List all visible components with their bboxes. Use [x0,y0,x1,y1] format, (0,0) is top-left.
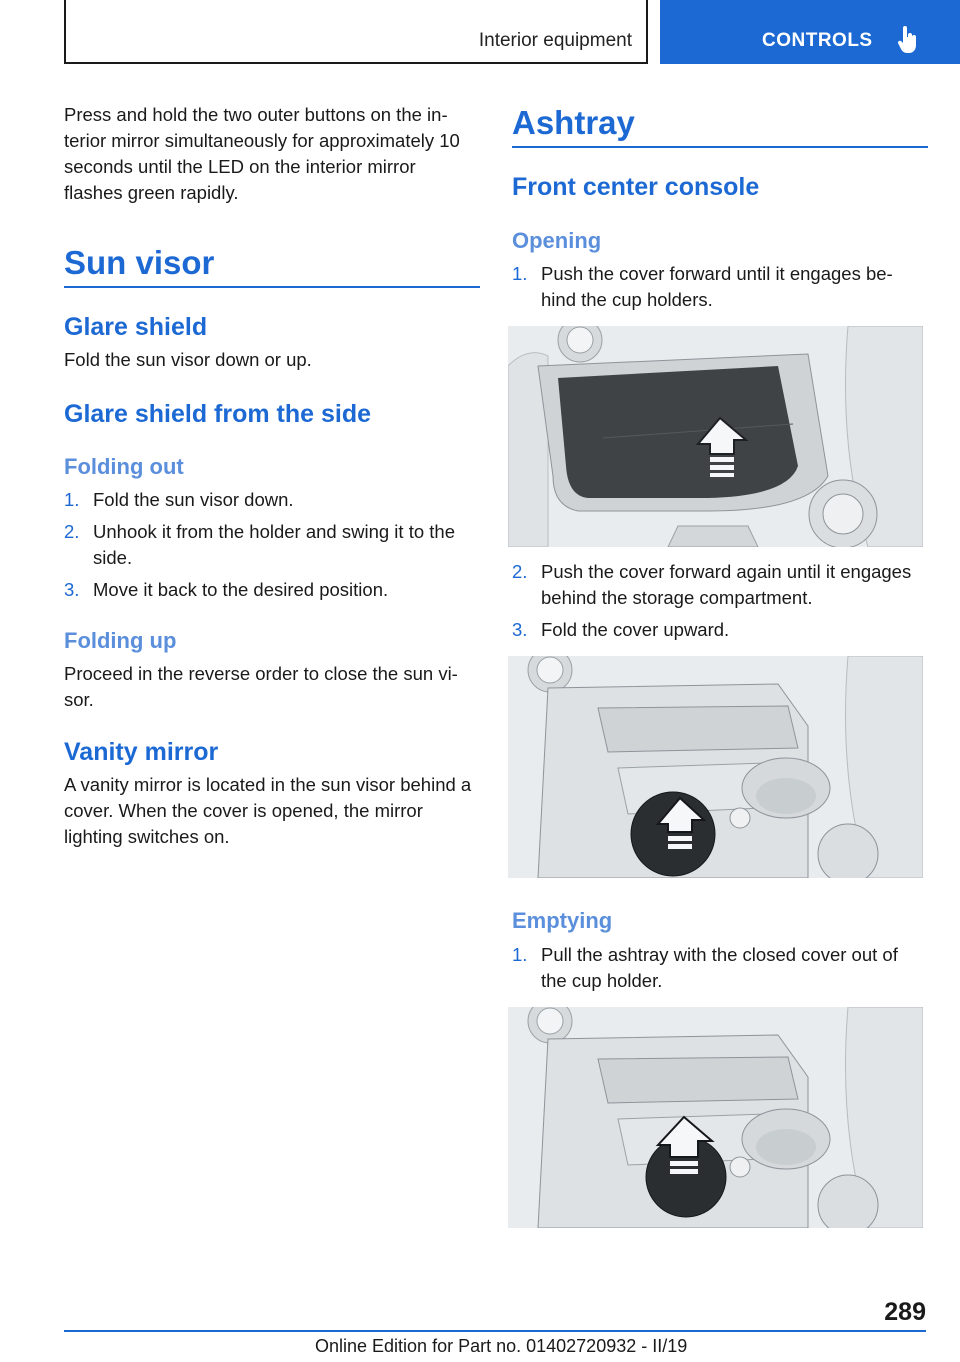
opening-heading: Opening [512,228,602,253]
console-cover-illustration [508,326,923,547]
ashtray-removal-illustration [508,1007,923,1228]
ashtray-open-illustration [508,656,923,878]
glare-side-heading: Glare shield from the side [64,400,372,428]
list-item [64,577,480,603]
glare-shield-heading: Glare shield [64,313,208,341]
section-rule [512,146,928,148]
step-text: Fold the sun visor down. [93,489,294,510]
footer-edition: Online Edition for Part no. 01402720932 - II/19 [315,1336,688,1356]
step-number: 2. [64,521,80,542]
page-number: 289 [884,1298,926,1326]
folding-out-heading: Folding out [64,454,184,479]
list-item [64,487,480,513]
emptying-heading: Emptying [512,908,613,933]
step-text: Pull the ashtray with the closed cover out of the cup holder. [541,944,898,991]
header-chapter-title: CONTROLS [762,30,873,51]
list-item [64,519,480,571]
step-text: Move it back to the desired position. [93,579,389,600]
step-number: 3. [64,579,80,600]
folding-up-text: Proceed in the reverse order to close the sun vi-sor. [64,663,458,710]
header-section-title: Interior equipment [478,30,632,51]
step-number: 1. [512,944,528,965]
glare-shield-text: Fold the sun visor down or up. [64,349,312,370]
step-text: Push the cover forward again until it engages behind the storage compartment. [541,561,912,608]
list-item [512,559,928,611]
vanity-mirror-text: A vanity mirror is located in the sun visor behind a cover. When the cover is opened, the mirror lighting switches on. [64,774,472,847]
list-item [512,261,928,313]
front-console-heading: Front center console [512,173,760,201]
step-number: 1. [512,263,528,284]
folding-up-heading: Folding up [64,628,177,653]
section-rule [64,286,480,288]
step-number: 2. [512,561,528,582]
step-text: Unhook it from the holder and swing it to the side. [93,521,455,568]
step-number: 1. [64,489,80,510]
list-item [512,617,928,643]
step-text: Fold the cover upward. [541,619,730,640]
intro-paragraph: Press and hold the two outer buttons on the in-terior mirror simultaneously for approximately 10 seconds until the LED on the interior mirror flashes green rapidly. [64,104,460,203]
header-chapter-tab[interactable] [660,0,960,64]
step-text: Push the cover forward until it engages be-hind the cup holders. [541,263,893,310]
sun-visor-heading: Sun visor [64,244,215,281]
header-section-box [64,0,648,64]
ashtray-heading: Ashtray [512,104,635,141]
footer-rule [64,1330,926,1332]
list-item [512,942,928,994]
vanity-mirror-heading: Vanity mirror [64,738,219,766]
step-number: 3. [512,619,528,640]
pointing-hand-icon [897,26,919,54]
